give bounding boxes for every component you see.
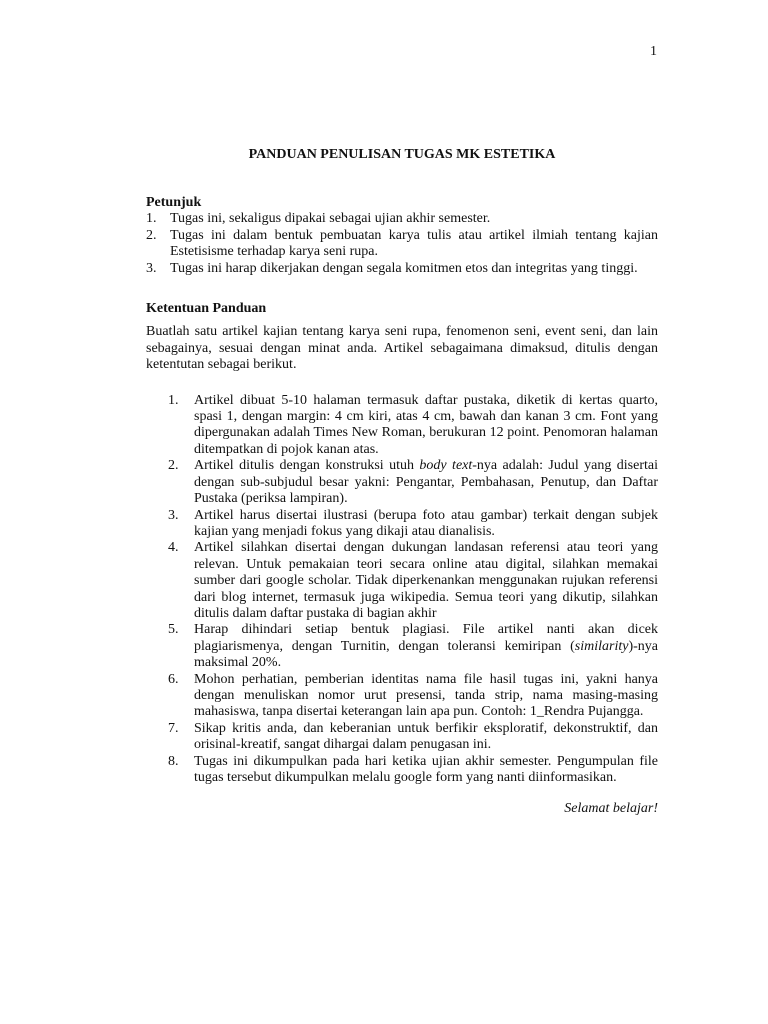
- list-item: [146, 228, 658, 261]
- item-number: 3.: [146, 260, 157, 276]
- closing-text: Selamat belajar!: [564, 801, 658, 817]
- item-number: 5.: [168, 622, 179, 638]
- list-item: [168, 754, 658, 787]
- item-number: 2.: [146, 227, 157, 243]
- item-number: 6.: [168, 671, 179, 687]
- list-item: [146, 261, 658, 277]
- item-text-continued: )-nya maksimal 20%.: [194, 638, 658, 671]
- item-text: Artikel dibuat 5-10 halaman termasuk daftar pustaka, diketik di kertas quarto, spasi 1, dengan margin: 4 cm kiri, atas 4 cm, bawah dan kanan 3 cm. Font yang dipergunakan adalah Times New Roman, berukuran 12 point. Penomoran halaman ditempatkan di pojok kanan atas.: [194, 392, 658, 457]
- item-text: Tugas ini, sekaligus dipakai sebagai ujian akhir semester.: [170, 211, 491, 227]
- item-number: 8.: [168, 753, 179, 769]
- item-text: Artikel silahkan disertai dengan dukungan landasan referensi atau teori yang relevan. Untuk pemakaian teori secara online atau digital, silahkan memakai sumber dari google scholar. Tidak diperkenankan menggunakan rujukan referensi dari blog internet, termasuk juga wikipedia. Semua teori yang dikutip, silahkan ditulis dalam daftar pustaka di bagian akhir: [194, 540, 658, 621]
- petunjuk-heading: Petunjuk: [146, 195, 202, 210]
- item-number: 1.: [146, 211, 157, 227]
- ketentuan-section: [146, 301, 658, 786]
- list-item: [168, 393, 658, 459]
- item-text: Mohon perhatian, pemberian identitas nama file hasil tugas ini, yakni hanya dengan menuliskan nomor urut presensi, tanda strip, nama masing-masing mahasiswa, tanpa disertai keterangan lain apa pun. Contoh: 1_Rendra Pujangga.: [194, 671, 658, 720]
- ketentuan-list: [146, 393, 658, 787]
- item-text: Tugas ini dalam bentuk pembuatan karya tulis atau artikel ilmiah tentang kajian Estetisisme terhadap karya seni rupa.: [170, 227, 658, 260]
- list-item: [168, 721, 658, 754]
- list-item: [168, 458, 658, 507]
- item-text: Sikap kritis anda, dan keberanian untuk berfikir eksploratif, dekonstruktif, dan orisinal-kreatif, sangat dihargai dalam penugasan ini.: [194, 720, 658, 753]
- petunjuk-section: [146, 195, 658, 277]
- list-item: [168, 622, 658, 671]
- list-item: [146, 211, 658, 227]
- list-item: [168, 672, 658, 721]
- document-body: [146, 195, 658, 818]
- intro-paragraph: Buatlah satu artikel kajian tentang karya seni rupa, fenomenon seni, event seni, dan lain sebagainya, sesuai dengan minat anda. Artikel sebagaimana dimaksud, ditulis dengan ketentutan sebagai berikut.: [146, 324, 658, 373]
- italic-term: body text: [419, 458, 473, 474]
- item-number: 1.: [168, 392, 179, 408]
- italic-term: similarity: [574, 638, 629, 654]
- page-number: 1: [650, 44, 657, 59]
- item-text: Harap dihindari setiap bentuk plagiasi. File artikel nanti akan dicek plagiarismenya, dengan Turnitin, dengan toleransi kemiripan (: [194, 622, 658, 654]
- petunjuk-list: [146, 211, 658, 277]
- item-text: Tugas ini harap dikerjakan dengan segala komitmen etos dan integritas yang tinggi.: [170, 260, 638, 276]
- list-item: [168, 508, 658, 541]
- item-text: Tugas ini dikumpulkan pada hari ketika ujian akhir semester. Pengumpulan file tugas tersebut dikumpulkan melalu google form yang nanti diinformasikan.: [194, 753, 658, 785]
- ketentuan-heading: Ketentuan Panduan: [146, 301, 267, 317]
- list-item: [168, 540, 658, 622]
- item-number: 7.: [168, 720, 179, 736]
- item-text-continued: -nya adalah: Judul yang disertai dengan sub-subjudul besar yakni: Pengantar, Pembahasan, Penutup, dan Daftar Pustaka (periksa lampiran).: [194, 458, 658, 507]
- item-text: Artikel harus disertai ilustrasi (berupa foto atau gambar) terkait dengan subjek kajian yang menjadi fokus yang dikaji atau dianalisis.: [194, 507, 658, 539]
- item-text: Artikel ditulis dengan konstruksi utuh: [194, 458, 420, 474]
- document-title: PANDUAN PENULISAN TUGAS MK ESTETIKA: [248, 147, 556, 162]
- item-number: 4.: [168, 540, 179, 556]
- item-number: 2.: [168, 458, 179, 474]
- item-number: 3.: [168, 507, 179, 523]
